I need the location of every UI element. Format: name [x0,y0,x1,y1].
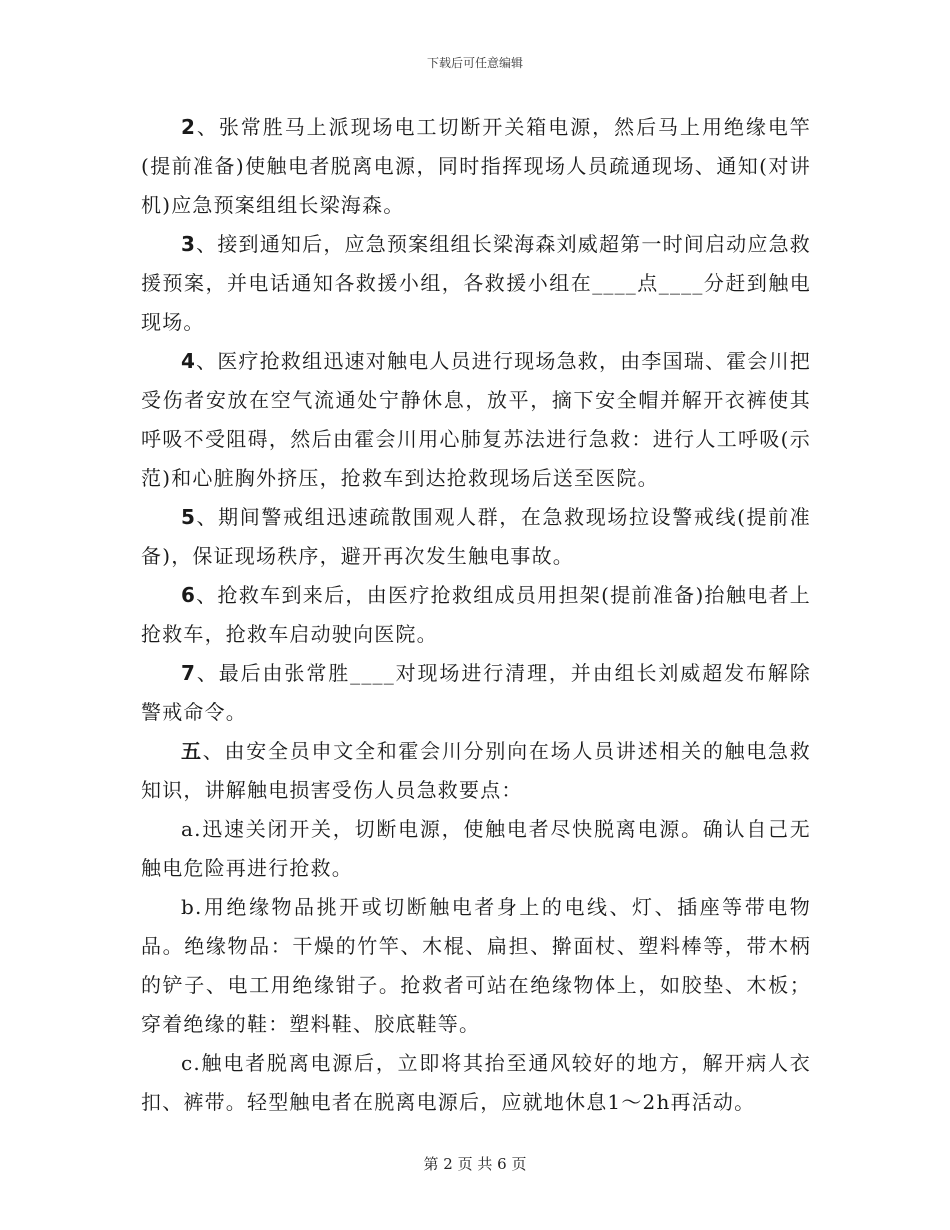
paragraph-text: c.触电者脱离电源后，立即将其抬至通风较好的地方，解开病人衣扣、裤带。轻型触电者在脱离电源后，应就地休息1～2h再活动。 [141,1051,811,1114]
paragraph-step-5 [141,498,811,576]
paragraph-step-3 [141,225,811,342]
step-number: 6 [181,583,197,607]
paragraph-point-c [141,1044,811,1122]
paragraph-step-4 [141,342,811,498]
paragraph-section-5 [141,732,811,810]
step-number: 4 [181,349,197,373]
paragraph-text: 、张常胜马上派现场电工切断开关箱电源，然后马上用绝缘电竿(提前准备)使触电者脱离电源，同时指挥现场人员疏通现场、通知(对讲机)应急预案组组长梁海森。 [141,115,811,217]
paragraph-step-6 [141,576,811,654]
paragraph-text: 、抢救车到来后，由医疗抢救组成员用担架(提前准备)抬触电者上抢救车，抢救车启动驶向医院。 [141,583,811,646]
page-header: 下载后可任意编辑 [426,56,523,70]
paragraph-step-2 [141,108,811,225]
paragraph-text: 、医疗抢救组迅速对触电人员进行现场急救，由李国瑞、霍会川把受伤者安放在空气流通处宁静休息，放平，摘下安全帽并解开衣裤使其呼吸不受阻碍，然后由霍会川用心肺复苏法进行急救：进行人工呼吸(示范)和心脏胸外挤压，抢救车到达抢救现场后送至医院。 [141,349,811,490]
paragraph-step-7 [141,654,811,732]
paragraph-text: b.用绝缘物品挑开或切断触电者身上的电线、灯、插座等带电物品。绝缘物品：干燥的竹竿、木棍、扁担、擀面杖、塑料棒等，带木柄的铲子、电工用绝缘钳子。抢救者可站在绝缘物体上，如胶垫、木板；穿着绝缘的鞋：塑料鞋、胶底鞋等。 [141,895,811,1036]
paragraph-text: a.迅速关闭开关，切断电源，使触电者尽快脱离电源。确认自己无触电危险再进行抢救。 [141,817,811,880]
paragraph-text: 、期间警戒组迅速疏散围观人群，在急救现场拉设警戒线(提前准备)，保证现场秩序，避开再次发生触电事故。 [141,505,811,568]
step-number: 7 [181,661,197,685]
paragraph-point-b [141,888,811,1044]
step-number: 3 [181,232,197,256]
page-number-footer: 第 2 页 共 6 页 [423,1155,527,1173]
document-body [141,108,811,1122]
step-number: 2 [181,115,197,139]
section-number: 五 [181,739,203,763]
paragraph-point-a [141,810,811,888]
paragraph-text: 、接到通知后，应急预案组组长梁海森刘威超第一时间启动应急救援预案，并电话通知各救援小组，各救援小组在____点____分赶到触电现场。 [141,232,811,334]
paragraph-text: 、由安全员申文全和霍会川分别向在场人员讲述相关的触电急救知识，讲解触电损害受伤人员急救要点： [141,739,811,802]
paragraph-text: 、最后由张常胜____对现场进行清理，并由组长刘威超发布解除警戒命令。 [141,661,811,724]
step-number: 5 [181,505,197,529]
